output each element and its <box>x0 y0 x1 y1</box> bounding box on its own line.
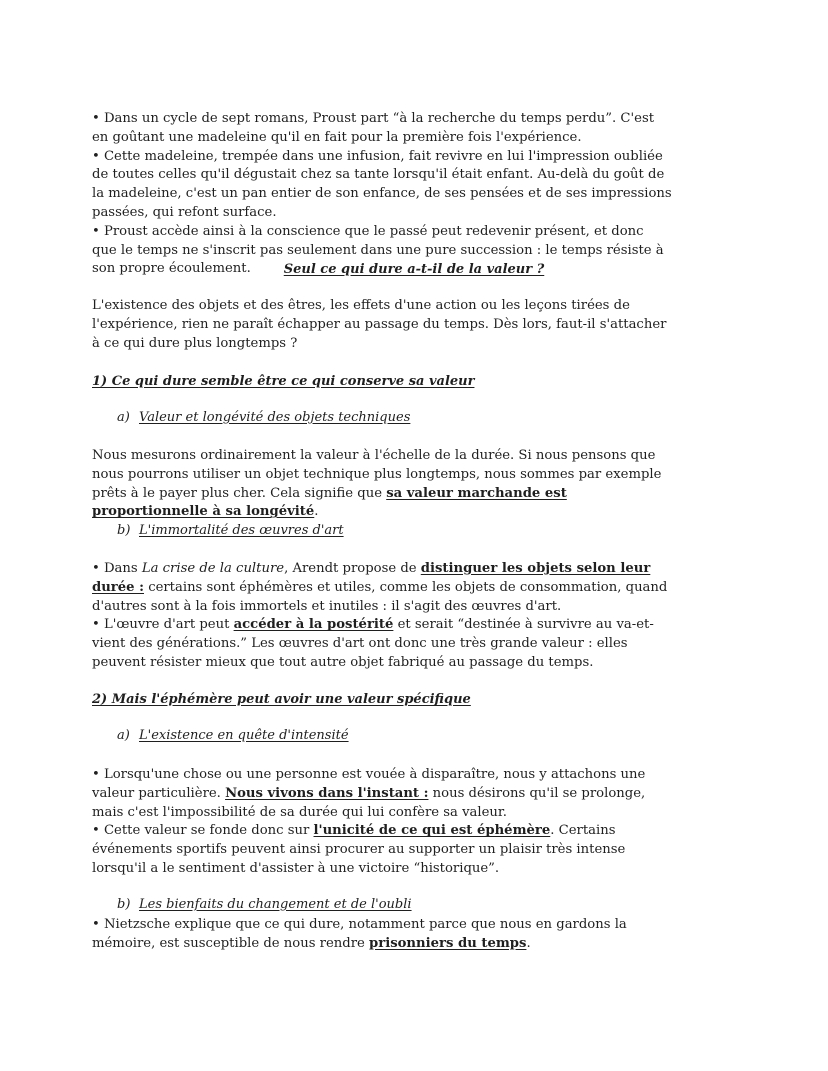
section-1a-body <box>92 447 672 522</box>
subheading-2a <box>117 728 349 743</box>
section-1b-body <box>92 560 672 673</box>
heading-1: 1) Ce qui dure semble être ce qui conserve sa valeur <box>92 374 475 389</box>
intro-paragraph-3: • Proust accède ainsi à la conscience que le passé peut redevenir présent, et donc que le temps ne s'inscrit pas seulement dans une pure succession : le temps résiste à son propre écoulement. <box>92 223 664 277</box>
paragraph-1a: Nous mesurons ordinairement la valeur à l'échelle de la durée. Si nous pensons que nous pourrons utiliser un objet technique plus longtemps, nous sommes par exemple prêts à le payer plus cher. Cela signifie que sa valeur marchande est proportionnelle à sa longévité. <box>92 448 662 520</box>
section-2b-body <box>92 916 672 954</box>
subheading-label: b) <box>117 523 131 538</box>
intro-paragraph-2: • Cette madeleine, trempée dans une infusion, fait revivre en lui l'impression oubliée de toutes celles qu'il dégustait chez sa tante lorsqu'il était enfant. Au-delà du goût de la madeleine, c'est un pan entier de son enfance, de ses pensées et de ses impressions passées, qui refont surface. <box>92 148 672 220</box>
lead-paragraph: L'existence des objets et des êtres, les effets d'une action ou les leçons tirées de l'expérience, rien ne paraît échapper au passage du temps. Dès lors, faut-il s'attacher à ce qui dure plus longtemps ? <box>92 298 667 351</box>
section-2a-body <box>92 766 672 879</box>
heading-2: 2) Mais l'éphémère peut avoir une valeur spécifique <box>92 692 471 707</box>
book-title: La crise de la culture <box>141 561 285 576</box>
paragraph-2a-1: • Lorsqu'une chose ou une personne est vouée à disparaître, nous y attachons une valeur particulière. Nous vivons dans l'instant : nous désirons qu'il se prolonge, mais c'est l'impossibilité de sa durée qui lui confère sa valeur. <box>92 767 646 820</box>
subheading-title: L'immortalité des œuvres d'art <box>139 523 344 538</box>
intro-block <box>92 110 672 279</box>
emphasis: l'unicité de ce qui est éphémère <box>313 823 551 839</box>
subheading-title: Les bienfaits du changement et de l'oubli <box>139 897 412 912</box>
emphasis: distinguer les objets selon leur durée : <box>92 561 651 595</box>
subheading-label: b) <box>117 897 131 912</box>
emphasis: accéder à la postérité <box>233 617 394 633</box>
subheading-label: a) <box>117 410 130 425</box>
subheading-label: a) <box>117 728 130 743</box>
paragraph-2a-2: • Cette valeur se fonde donc sur l'unicité de ce qui est éphémère. Certains événements sportifs peuvent ainsi procurer au supporter un plaisir très intense lorsqu'il a le sentiment d'assister à une victoire “historique”. <box>92 823 626 876</box>
paragraph-2b-1: • Nietzsche explique que ce qui dure, notamment parce que nous en gardons la mémoire, est susceptible de nous rendre prisonniers du temps. <box>92 917 627 951</box>
subheading-1b <box>117 523 344 538</box>
intro-paragraph-1: • Dans un cycle de sept romans, Proust part “à la recherche du temps perdu”. C'est en goûtant une madeleine qu'il en fait pour la première fois l'expérience. <box>92 111 655 145</box>
subheading-1a <box>117 410 410 425</box>
subheading-title: L'existence en quête d'intensité <box>139 728 349 743</box>
subheading-2b <box>117 897 412 912</box>
section-title: Seul ce qui dure a-t-il de la valeur ? <box>283 262 545 277</box>
paragraph-1b-2: • L'œuvre d'art peut accéder à la postérité et serait “destinée à survivre au va-et-vient des générations.” Les œuvres d'art ont donc une très grande valeur : elles peuvent résister mieux que tout autre objet fabriqué au passage du temps. <box>92 617 654 670</box>
emphasis: Nous vivons dans l'instant : <box>225 785 429 801</box>
emphasis: prisonniers du temps <box>369 935 527 951</box>
subheading-title: Valeur et longévité des objets techniques <box>139 410 411 425</box>
lead-block <box>92 297 672 353</box>
emphasis: sa valeur marchande est proportionnelle à sa longévité <box>92 485 567 520</box>
paragraph-1b-1: • Dans La crise de la culture, Arendt propose de distinguer les objets selon leur durée : certains sont éphémères et utiles, comme les objets de consommation, quand d'autres sont à la fois immortels et inutiles : il s'agit des œuvres d'art. <box>92 561 668 614</box>
